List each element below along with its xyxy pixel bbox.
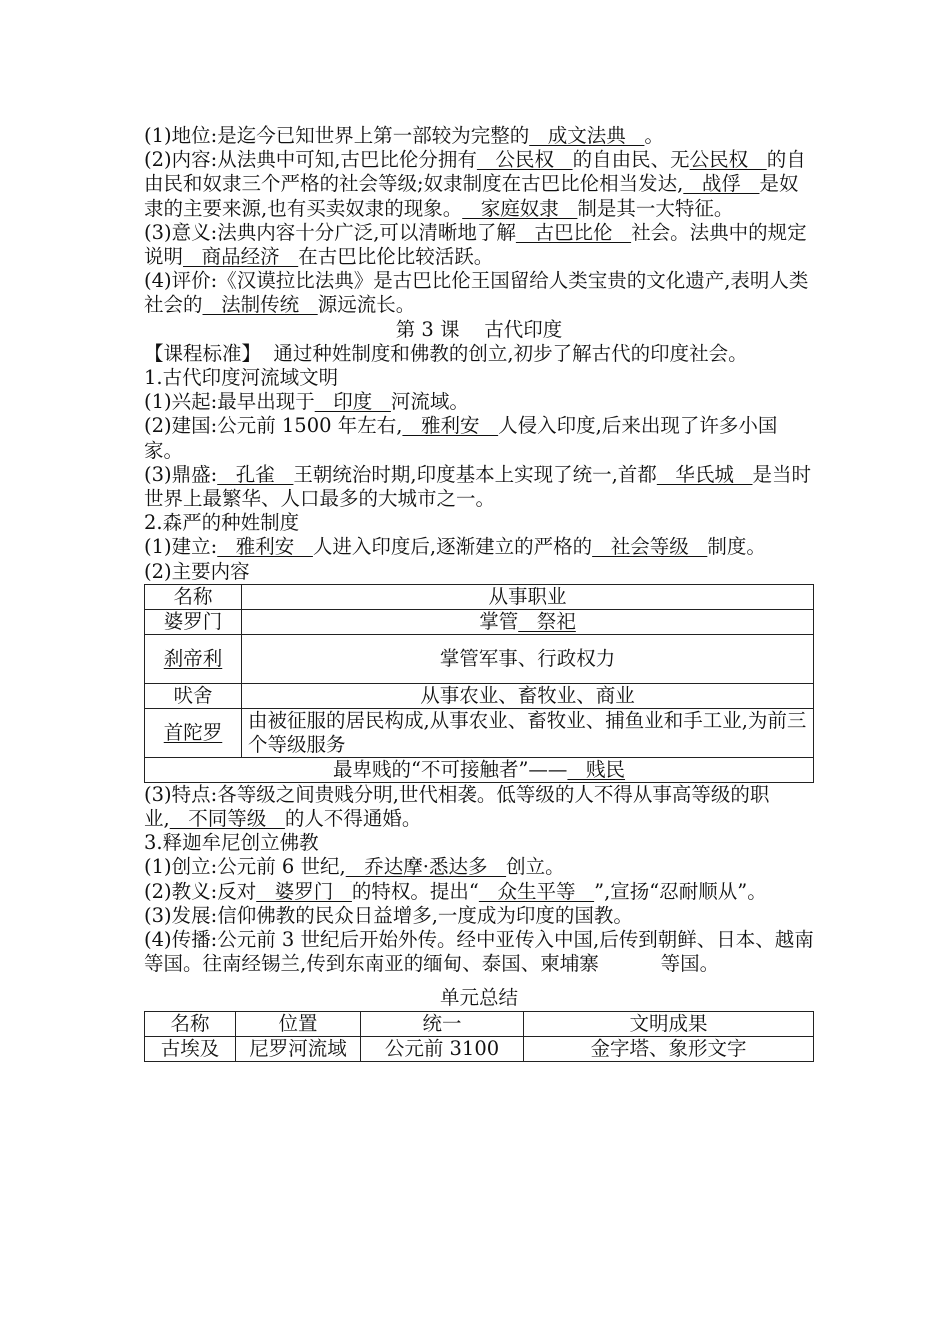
summary-table <box>144 1011 814 1062</box>
table-cell: 从事农业、畜牧业、商业 <box>242 683 814 708</box>
section-heading-buddhism: 3.释迦牟尼创立佛教 <box>144 831 319 855</box>
caste-table <box>144 584 814 783</box>
answer-blank: 华氏城 <box>656 462 753 486</box>
answer-blank: 婆罗门 <box>256 879 352 903</box>
answer-blank: 不同等级 <box>169 807 285 831</box>
table-cell: 金字塔、象形文字 <box>524 1036 814 1061</box>
unit-summary-title: 单元总结 <box>439 986 518 1010</box>
answer-blank: 商品经济 <box>183 245 299 269</box>
section-heading-caste: 2.森严的种姓制度 <box>144 511 300 535</box>
document-page <box>144 124 814 1062</box>
answer-blank: 乔达摩·悉达多 <box>345 855 507 879</box>
hammurabi-significance: (3)意义:法典内容十分广泛,可以清晰地了解 古巴比伦 社会。法典中的规定说明 商品经济 在古巴比伦比较活跃。 <box>144 220 807 269</box>
buddhism-spread: (4)传播:公元前 3 世纪后开始外传。经中亚传入中国,后传到朝鲜、日本、越南等国。往南经锡兰,传到东南亚的缅甸、泰国、柬埔寨 等国。 <box>144 928 814 976</box>
answer-blank: 雅利安 <box>217 535 313 559</box>
answer-blank: 孔雀 <box>217 462 294 486</box>
table-row <box>145 757 814 782</box>
table-header-cell: 文明成果 <box>524 1011 814 1036</box>
table-cell <box>145 634 242 683</box>
table-cell: 由被征服的居民构成,从事农业、畜牧业、捕鱼业和手工业,为前三个等级服务 <box>242 708 814 757</box>
table-row <box>145 609 814 634</box>
answer-blank: 社会等级 <box>592 535 708 559</box>
table-cell: 最卑贱的“不可接触者”—— 贱民 <box>145 757 814 782</box>
buddhism-development: (3)发展:信仰佛教的民众日益增多,一度成为印度的国教。 <box>144 903 633 927</box>
answer-blank: 战俘 <box>683 172 760 196</box>
answer-blank: 公民权 <box>689 148 767 172</box>
table-row <box>145 1011 814 1036</box>
buddhism-creation: (1)创立:公元前 6 世纪, 乔达摩·悉达多 创立。 <box>144 855 565 879</box>
table-cell: 古埃及 <box>145 1036 236 1061</box>
answer-blank: 祭祀 <box>518 609 576 633</box>
caste-features: (3)特点:各等级之间贵贱分明,世代相袭。低等级的人不得从事高等级的职业, 不同等级 的人不得通婚。 <box>144 782 770 831</box>
table-cell <box>145 708 242 757</box>
answer-blank: 印度 <box>314 390 391 414</box>
table-header-cell: 从事职业 <box>242 584 814 609</box>
table-cell: 婆罗门 <box>145 609 242 634</box>
answer-blank: 贱民 <box>567 757 626 781</box>
answer-blank: 首陀罗 <box>163 720 223 744</box>
table-row <box>145 708 814 757</box>
table-header-cell: 名称 <box>145 584 242 609</box>
answer-blank: 家庭奴隶 <box>462 196 578 220</box>
table-header-cell: 统一 <box>361 1011 524 1036</box>
section-heading-india-civilization: 1.古代印度河流域文明 <box>144 366 339 390</box>
table-cell: 公元前 3100 <box>361 1036 524 1061</box>
answer-blank: 雅利安 <box>402 414 499 438</box>
curriculum-standard: 【课程标准】 通过种姓制度和佛教的创立,初步了解古代的印度社会。 <box>144 341 748 365</box>
hammurabi-evaluation: (4)评价:《汉谟拉比法典》是古巴比伦王国留给人类宝贵的文化遗产,表明人类社会的 法制传统 源远流长。 <box>144 269 809 317</box>
answer-blank: 众生平等 <box>478 879 595 903</box>
table-cell: 吠舍 <box>145 683 242 708</box>
table-cell: 掌管军事、行政权力 <box>242 634 814 683</box>
answer-blank: 法制传统 <box>202 293 318 317</box>
table-cell: 尼罗河流域 <box>236 1036 361 1061</box>
answer-blank: 公民权 <box>476 148 573 172</box>
india-rise: (1)兴起:最早出现于 印度 河流域。 <box>144 390 469 414</box>
hammurabi-content: (2)内容:从法典中可知,古巴比伦分拥有 公民权 的自由民、无公民权 的自由民和奴隶三个严格的社会等级;奴隶制度在古巴比伦相当发达, 战俘 是奴隶的主要来源,也有买卖奴隶的现象。 家庭奴隶 制是其一大特征。 <box>144 148 806 220</box>
lesson-title: 第 3 课 古代印度 <box>395 317 563 341</box>
answer-blank: 古巴比伦 <box>515 220 632 244</box>
table-cell: 掌管 祭祀 <box>242 609 814 634</box>
table-header-cell: 位置 <box>236 1011 361 1036</box>
table-row <box>145 634 814 683</box>
hammurabi-status: (1)地位:是迄今已知世界上第一部较为完整的 成文法典 。 <box>144 124 664 147</box>
table-row <box>145 683 814 708</box>
buddhism-doctrine: (2)教义:反对 婆罗门 的特权。提出“ 众生平等 ”,宣扬“忍耐顺从”。 <box>144 879 767 903</box>
india-founding: (2)建国:公元前 1500 年左右, 雅利安 人侵入印度,后来出现了许多小国家。 <box>144 414 778 462</box>
table-row <box>145 584 814 609</box>
caste-establishment: (1)建立: 雅利安 人进入印度后,逐渐建立的严格的 社会等级 制度。 <box>144 535 766 559</box>
caste-main-content-heading: (2)主要内容 <box>144 559 250 583</box>
table-header-cell: 名称 <box>145 1011 236 1036</box>
answer-blank: 成文法典 <box>529 124 645 147</box>
india-peak: (3)鼎盛: 孔雀 王朝统治时期,印度基本上实现了统一,首都 华氏城 是当时世界上最繁华、人口最多的大城市之一。 <box>144 462 812 511</box>
answer-blank: 刹帝利 <box>163 646 223 670</box>
table-row <box>145 1036 814 1061</box>
